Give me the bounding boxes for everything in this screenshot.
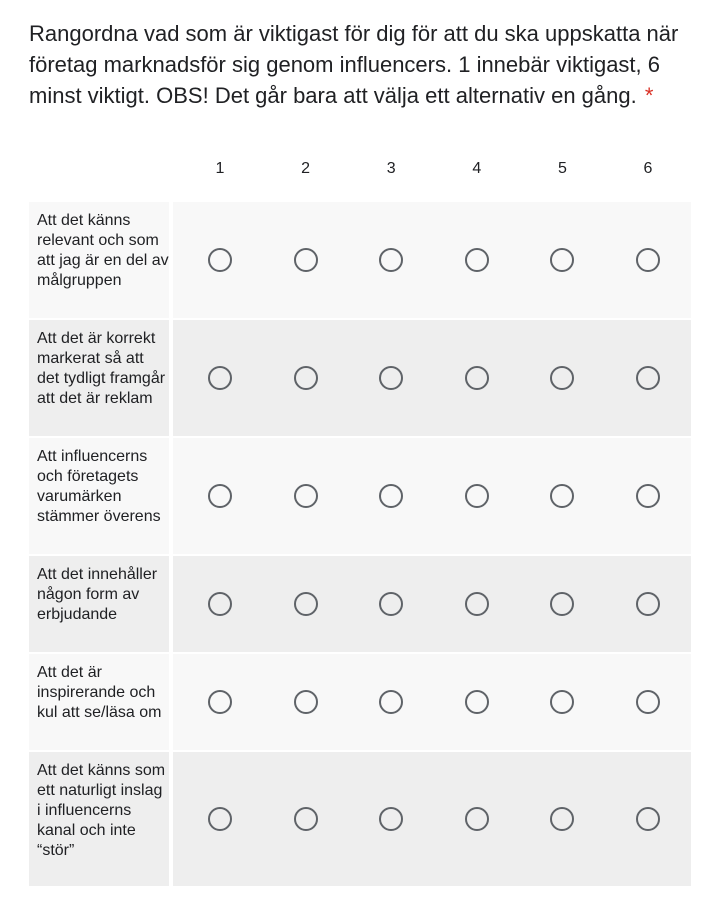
radio-button-row-4-col-1[interactable] xyxy=(208,592,232,616)
radio-button-row-5-col-4[interactable] xyxy=(465,690,489,714)
radio-button-row-2-col-3[interactable] xyxy=(379,366,403,390)
row-label: Att det är korrekt markerat så att det tydligt framgår att det är reklam xyxy=(29,320,169,436)
grid-row xyxy=(29,556,691,652)
radio-button-row-5-col-3[interactable] xyxy=(379,690,403,714)
radio-button-row-6-col-3[interactable] xyxy=(379,807,403,831)
radio-button-row-3-col-3[interactable] xyxy=(379,484,403,508)
radio-button-row-1-col-1[interactable] xyxy=(208,248,232,272)
column-header-row xyxy=(29,150,691,202)
radio-cells xyxy=(173,556,691,652)
radio-button-row-6-col-5[interactable] xyxy=(550,807,574,831)
ranking-grid xyxy=(29,150,691,888)
radio-cells xyxy=(173,202,691,318)
column-label-1: 1 xyxy=(215,160,225,177)
required-asterisk: * xyxy=(644,83,654,108)
grid-row xyxy=(29,438,691,554)
radio-button-row-2-col-2[interactable] xyxy=(294,366,318,390)
column-label-3: 3 xyxy=(386,160,396,177)
question-text: Rangordna vad som är viktigast för dig för att du ska uppskatta när företag marknadsför sig genom influencers. 1 innebär viktigast, 6 minst viktigt. OBS! Det går bara att välja ett alternativ en gång. xyxy=(29,21,679,108)
radio-button-row-4-col-5[interactable] xyxy=(550,592,574,616)
radio-button-row-5-col-1[interactable] xyxy=(208,690,232,714)
column-label-6: 6 xyxy=(643,160,653,177)
radio-cells xyxy=(173,752,691,886)
radio-button-row-5-col-5[interactable] xyxy=(550,690,574,714)
radio-button-row-2-col-1[interactable] xyxy=(208,366,232,390)
radio-button-row-4-col-4[interactable] xyxy=(465,592,489,616)
radio-cells xyxy=(173,654,691,750)
radio-button-row-3-col-4[interactable] xyxy=(465,484,489,508)
radio-button-row-2-col-5[interactable] xyxy=(550,366,574,390)
radio-button-row-4-col-6[interactable] xyxy=(636,592,660,616)
radio-button-row-1-col-3[interactable] xyxy=(379,248,403,272)
radio-button-row-3-col-6[interactable] xyxy=(636,484,660,508)
radio-button-row-1-col-2[interactable] xyxy=(294,248,318,272)
radio-button-row-6-col-4[interactable] xyxy=(465,807,489,831)
row-label: Att influencerns och företagets varumärken stämmer överens xyxy=(29,438,169,554)
row-label: Att det känns relevant och som att jag är en del av målgruppen xyxy=(29,202,169,318)
grid-row xyxy=(29,320,691,436)
question-title xyxy=(29,18,701,111)
radio-button-row-6-col-2[interactable] xyxy=(294,807,318,831)
radio-button-row-3-col-2[interactable] xyxy=(294,484,318,508)
column-label-4: 4 xyxy=(472,160,482,177)
radio-button-row-6-col-1[interactable] xyxy=(208,807,232,831)
radio-button-row-5-col-2[interactable] xyxy=(294,690,318,714)
grid-row xyxy=(29,752,691,886)
radio-button-row-1-col-6[interactable] xyxy=(636,248,660,272)
radio-cells xyxy=(173,438,691,554)
radio-button-row-5-col-6[interactable] xyxy=(636,690,660,714)
column-label-5: 5 xyxy=(557,160,567,177)
grid-row xyxy=(29,654,691,750)
row-label: Att det är inspirerande och kul att se/läsa om xyxy=(29,654,169,750)
radio-button-row-3-col-5[interactable] xyxy=(550,484,574,508)
radio-button-row-2-col-4[interactable] xyxy=(465,366,489,390)
column-label-2: 2 xyxy=(301,160,311,177)
radio-button-row-4-col-2[interactable] xyxy=(294,592,318,616)
radio-button-row-1-col-5[interactable] xyxy=(550,248,574,272)
row-label: Att det känns som ett naturligt inslag i influencerns kanal och inte “stör” xyxy=(29,752,169,886)
radio-button-row-1-col-4[interactable] xyxy=(465,248,489,272)
radio-button-row-3-col-1[interactable] xyxy=(208,484,232,508)
radio-button-row-6-col-6[interactable] xyxy=(636,807,660,831)
radio-button-row-2-col-6[interactable] xyxy=(636,366,660,390)
row-label: Att det innehåller någon form av erbjudande xyxy=(29,556,169,652)
radio-button-row-4-col-3[interactable] xyxy=(379,592,403,616)
grid-row xyxy=(29,202,691,318)
radio-cells xyxy=(173,320,691,436)
